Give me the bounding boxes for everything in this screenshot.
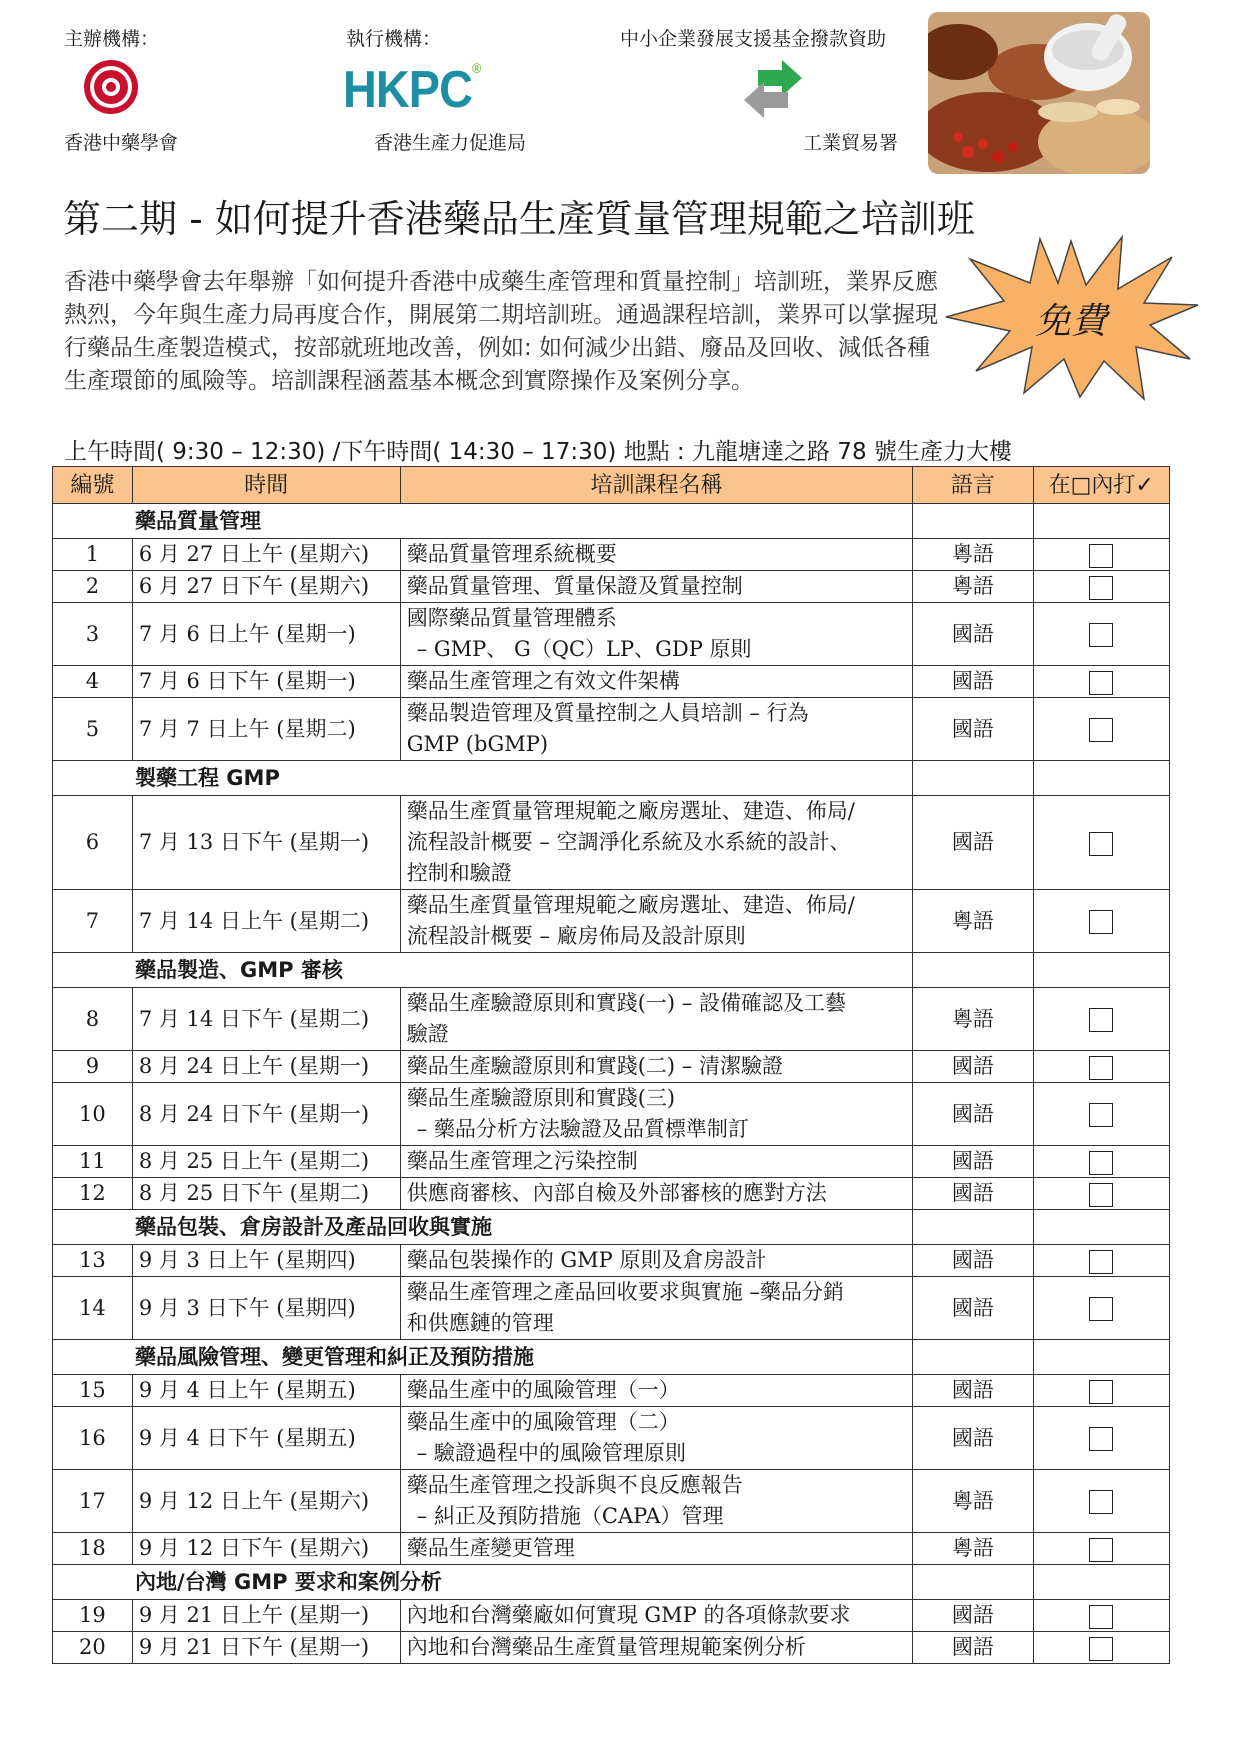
row-tick-cell	[1033, 1245, 1170, 1277]
row-time: 9 月 3 日下午 (星期四)	[132, 1277, 400, 1340]
row-time: 7 月 14 日下午 (星期二)	[132, 988, 400, 1051]
enroll-checkbox[interactable]	[1089, 832, 1113, 856]
course-name-line: GMP (bGMP)	[406, 732, 549, 756]
row-course-name	[400, 1375, 913, 1407]
header-tick: 在□內打✓	[1033, 467, 1170, 504]
row-time: 9 月 4 日上午 (星期五)	[132, 1375, 400, 1407]
row-course-name	[400, 890, 913, 953]
row-language: 國語	[913, 1051, 1033, 1083]
enroll-checkbox[interactable]	[1089, 1183, 1113, 1207]
row-number: 9	[53, 1051, 133, 1083]
enroll-checkbox[interactable]	[1089, 718, 1113, 742]
row-tick-cell	[1033, 890, 1170, 953]
row-time: 9 月 4 日下午 (星期五)	[132, 1407, 400, 1470]
enroll-checkbox[interactable]	[1089, 576, 1113, 600]
enroll-checkbox[interactable]	[1089, 910, 1113, 934]
red-seal-logo	[82, 58, 140, 116]
enroll-checkbox[interactable]	[1089, 1427, 1113, 1451]
row-time: 6 月 27 日下午 (星期六)	[132, 571, 400, 603]
row-language: 國語	[913, 1375, 1033, 1407]
course-name-line: 藥品生產中的風險管理（二）	[406, 1410, 680, 1434]
schedule-info: 上午時間( 9:30 – 12:30) /下午時間( 14:30 – 17:30) 地點 : 九龍塘達之路 78 號生產力大樓	[64, 439, 1012, 465]
row-number: 6	[53, 796, 133, 890]
row-tick-cell	[1033, 539, 1170, 571]
course-name-line: 國際藥品質量管理體系	[406, 606, 617, 630]
section-tick-cell	[1033, 504, 1170, 539]
row-time: 9 月 12 日上午 (星期六)	[132, 1470, 400, 1533]
table-row	[53, 698, 1170, 761]
row-tick-cell	[1033, 698, 1170, 761]
row-course-name	[400, 1533, 913, 1565]
row-time: 7 月 14 日上午 (星期二)	[132, 890, 400, 953]
hkpc-logo: HKPC®	[343, 60, 481, 119]
row-language: 粵語	[913, 890, 1033, 953]
row-number: 4	[53, 666, 133, 698]
row-number: 2	[53, 571, 133, 603]
row-course-name	[400, 666, 913, 698]
row-tick-cell	[1033, 1407, 1170, 1470]
enroll-checkbox[interactable]	[1089, 1637, 1113, 1661]
row-language: 國語	[913, 1600, 1033, 1632]
row-tick-cell	[1033, 1178, 1170, 1210]
table-row	[53, 988, 1170, 1051]
free-badge-text: 免費	[1034, 301, 1107, 342]
course-name-line: – GMP、 G（QC）LP、GDP 原則	[416, 637, 752, 661]
table-row	[53, 1407, 1170, 1470]
table-row	[53, 1051, 1170, 1083]
organizer-name: 香港中藥學會	[64, 132, 179, 154]
table-row	[53, 571, 1170, 603]
table-row	[53, 1146, 1170, 1178]
course-name-line: 藥品生產驗證原則和實踐(一) – 設備確認及工藝	[406, 991, 846, 1015]
row-language: 國語	[913, 796, 1033, 890]
row-time: 9 月 21 日下午 (星期一)	[132, 1632, 400, 1664]
course-name-line: – 糾正及預防措施（CAPA）管理	[416, 1504, 724, 1528]
table-row	[53, 1277, 1170, 1340]
section-tick-cell	[1033, 1210, 1170, 1245]
row-time: 8 月 24 日上午 (星期一)	[132, 1051, 400, 1083]
section-tick-cell	[1033, 953, 1170, 988]
header-language: 語言	[913, 467, 1033, 504]
row-tick-cell	[1033, 1632, 1170, 1664]
row-language: 國語	[913, 1277, 1033, 1340]
header-time: 時間	[132, 467, 400, 504]
section-title: 藥品質量管理	[53, 504, 913, 539]
course-name-line: 藥品生產變更管理	[406, 1536, 575, 1560]
section-row	[53, 1565, 1170, 1600]
executor-label: 執行機構：	[346, 28, 442, 50]
row-course-name	[400, 571, 913, 603]
row-number: 16	[53, 1407, 133, 1470]
row-time: 8 月 25 日上午 (星期二)	[132, 1146, 400, 1178]
course-table	[52, 466, 1170, 1664]
section-lang-cell	[913, 1210, 1033, 1245]
row-tick-cell	[1033, 1375, 1170, 1407]
row-tick-cell	[1033, 796, 1170, 890]
enroll-checkbox[interactable]	[1089, 544, 1113, 568]
row-tick-cell	[1033, 1051, 1170, 1083]
section-tick-cell	[1033, 761, 1170, 796]
row-course-name	[400, 1600, 913, 1632]
row-language: 國語	[913, 603, 1033, 666]
row-tick-cell	[1033, 1600, 1170, 1632]
row-number: 5	[53, 698, 133, 761]
row-tick-cell	[1033, 1470, 1170, 1533]
row-tick-cell	[1033, 571, 1170, 603]
section-row	[53, 761, 1170, 796]
course-name-line: 藥品生產管理之污染控制	[406, 1149, 638, 1173]
row-language: 國語	[913, 698, 1033, 761]
row-number: 8	[53, 988, 133, 1051]
section-row	[53, 1340, 1170, 1375]
row-number: 14	[53, 1277, 133, 1340]
row-time: 7 月 6 日上午 (星期一)	[132, 603, 400, 666]
row-time: 9 月 3 日上午 (星期四)	[132, 1245, 400, 1277]
funding-name: 工業貿易署	[803, 132, 899, 154]
table-row	[53, 1470, 1170, 1533]
enroll-checkbox[interactable]	[1089, 1538, 1113, 1562]
row-course-name	[400, 796, 913, 890]
enroll-checkbox[interactable]	[1089, 1250, 1113, 1274]
table-row	[53, 603, 1170, 666]
organizer-label: 主辦機構：	[64, 28, 160, 50]
course-name-line: 藥品生產管理之有效文件架構	[406, 669, 680, 693]
row-course-name	[400, 698, 913, 761]
table-row	[53, 1083, 1170, 1146]
section-title: 內地/台灣 GMP 要求和案例分析	[53, 1565, 913, 1600]
row-course-name	[400, 1051, 913, 1083]
row-language: 粵語	[913, 1470, 1033, 1533]
row-tick-cell	[1033, 1146, 1170, 1178]
section-lang-cell	[913, 1565, 1033, 1600]
row-time: 6 月 27 日上午 (星期六)	[132, 539, 400, 571]
row-number: 11	[53, 1146, 133, 1178]
enroll-checkbox[interactable]	[1089, 1380, 1113, 1404]
section-title: 藥品製造、GMP 審核	[53, 953, 913, 988]
course-table-body	[53, 504, 1170, 1664]
row-tick-cell	[1033, 1083, 1170, 1146]
row-language: 國語	[913, 1407, 1033, 1470]
course-name-line: 藥品質量管理、質量保證及質量控制	[406, 574, 743, 598]
section-lang-cell	[913, 761, 1033, 796]
row-number: 12	[53, 1178, 133, 1210]
row-language: 國語	[913, 1146, 1033, 1178]
row-number: 15	[53, 1375, 133, 1407]
enroll-checkbox[interactable]	[1089, 1605, 1113, 1629]
enroll-checkbox[interactable]	[1089, 671, 1113, 695]
enroll-checkbox[interactable]	[1089, 1151, 1113, 1175]
page-title: 第二期 - 如何提升香港藥品生產質量管理規範之培訓班	[63, 197, 975, 241]
section-title: 藥品風險管理、變更管理和糾正及預防措施	[53, 1340, 913, 1375]
course-name-line: 控制和驗證	[406, 861, 512, 885]
row-time: 9 月 12 日下午 (星期六)	[132, 1533, 400, 1565]
table-row	[53, 890, 1170, 953]
row-number: 17	[53, 1470, 133, 1533]
row-number: 19	[53, 1600, 133, 1632]
course-name-line: 藥品包裝操作的 GMP 原則及倉房設計	[406, 1248, 767, 1272]
table-header-row	[53, 467, 1170, 504]
row-language: 粵語	[913, 571, 1033, 603]
enroll-checkbox[interactable]	[1089, 1490, 1113, 1514]
course-name-line: 藥品生產管理之投訴與不良反應報告	[406, 1473, 743, 1497]
section-lang-cell	[913, 953, 1033, 988]
course-name-line: 藥品生產管理之產品回收要求與實施 –藥品分銷	[406, 1280, 844, 1304]
row-course-name	[400, 988, 913, 1051]
row-time: 7 月 13 日下午 (星期一)	[132, 796, 400, 890]
section-title: 製藥工程 GMP	[53, 761, 913, 796]
enroll-checkbox[interactable]	[1089, 623, 1113, 647]
enroll-checkbox[interactable]	[1089, 1008, 1113, 1032]
row-number: 7	[53, 890, 133, 953]
row-course-name	[400, 1407, 913, 1470]
table-row	[53, 1245, 1170, 1277]
row-tick-cell	[1033, 988, 1170, 1051]
row-number: 18	[53, 1533, 133, 1565]
intro-paragraph: 香港中藥學會去年舉辦「如何提升香港中成藥生產管理和質量控制」培訓班，業界反應熱烈，今年與生產力局再度合作，開展第二期培訓班。通過課程培訓，業界可以掌握現行藥品生產製造模式，按部就班地改善，例如: 如何減少出錯、廢品及回收、減低各種生產環節的風險等。培訓課程涵蓋基本概念到實際操作及案例分享。	[64, 269, 938, 394]
course-name-line: 藥品生產驗證原則和實踐(二) – 清潔驗證	[406, 1054, 783, 1078]
section-row	[53, 953, 1170, 988]
course-name-line: 驗證	[406, 1022, 449, 1046]
funding-label: 中小企業發展支援基金撥款資助	[620, 28, 887, 50]
enroll-checkbox[interactable]	[1089, 1056, 1113, 1080]
row-course-name	[400, 1245, 913, 1277]
row-course-name	[400, 1083, 913, 1146]
row-course-name	[400, 1277, 913, 1340]
table-row	[53, 1178, 1170, 1210]
row-course-name	[400, 1632, 913, 1664]
row-language: 國語	[913, 1632, 1033, 1664]
table-row	[53, 1375, 1170, 1407]
course-name-line: 藥品生產中的風險管理（一）	[406, 1378, 680, 1402]
section-tick-cell	[1033, 1565, 1170, 1600]
section-tick-cell	[1033, 1340, 1170, 1375]
row-language: 粵語	[913, 539, 1033, 571]
table-row	[53, 796, 1170, 890]
row-tick-cell	[1033, 1277, 1170, 1340]
row-number: 20	[53, 1632, 133, 1664]
executor-name: 香港生產力促進局	[374, 132, 527, 154]
header-number: 編號	[53, 467, 133, 504]
table-row	[53, 539, 1170, 571]
row-course-name	[400, 1470, 913, 1533]
section-lang-cell	[913, 504, 1033, 539]
row-language: 國語	[913, 1178, 1033, 1210]
section-row	[53, 1210, 1170, 1245]
row-tick-cell	[1033, 666, 1170, 698]
table-row	[53, 1600, 1170, 1632]
herbs-mortar-photo	[928, 12, 1150, 174]
row-language: 國語	[913, 666, 1033, 698]
row-number: 3	[53, 603, 133, 666]
row-time: 7 月 7 日上午 (星期二)	[132, 698, 400, 761]
course-name-line: 流程設計概要 – 空調淨化系統及水系統的設計、	[406, 830, 851, 854]
row-language: 國語	[913, 1245, 1033, 1277]
row-tick-cell	[1033, 603, 1170, 666]
green-grey-arrows-icon	[740, 60, 806, 118]
course-name-line: 藥品製造管理及質量控制之人員培訓 – 行為	[406, 701, 809, 725]
course-name-line: 藥品生產質量管理規範之廠房選址、建造、佈局/	[406, 893, 855, 917]
section-lang-cell	[913, 1340, 1033, 1375]
row-tick-cell	[1033, 1533, 1170, 1565]
row-language: 國語	[913, 1083, 1033, 1146]
table-row	[53, 1533, 1170, 1565]
row-number: 1	[53, 539, 133, 571]
course-name-line: – 驗證過程中的風險管理原則	[416, 1441, 686, 1465]
row-number: 13	[53, 1245, 133, 1277]
row-time: 8 月 24 日下午 (星期一)	[132, 1083, 400, 1146]
row-course-name	[400, 1146, 913, 1178]
course-name-line: 內地和台灣藥品生產質量管理規範案例分析	[406, 1635, 806, 1659]
course-name-line: 和供應鏈的管理	[406, 1311, 554, 1335]
row-time: 8 月 25 日下午 (星期二)	[132, 1178, 400, 1210]
row-course-name	[400, 603, 913, 666]
course-name-line: 藥品生產質量管理規範之廠房選址、建造、佈局/	[406, 799, 855, 823]
course-name-line: 供應商審核、內部自檢及外部審核的應對方法	[406, 1181, 827, 1205]
header-course-name: 培訓課程名稱	[400, 467, 913, 504]
row-number: 10	[53, 1083, 133, 1146]
row-language: 粵語	[913, 988, 1033, 1051]
course-name-line: 藥品質量管理系統概要	[406, 542, 617, 566]
enroll-checkbox[interactable]	[1089, 1103, 1113, 1127]
course-name-line: 流程設計概要 – 廠房佈局及設計原則	[406, 924, 746, 948]
hkpc-logo-text: HKPC	[343, 61, 473, 119]
row-time: 9 月 21 日上午 (星期一)	[132, 1600, 400, 1632]
table-row	[53, 666, 1170, 698]
row-time: 7 月 6 日下午 (星期一)	[132, 666, 400, 698]
row-course-name	[400, 1178, 913, 1210]
table-row	[53, 1632, 1170, 1664]
row-language: 粵語	[913, 1533, 1033, 1565]
free-badge	[940, 233, 1202, 403]
section-row	[53, 504, 1170, 539]
course-name-line: – 藥品分析方法驗證及品質標準制訂	[416, 1117, 749, 1141]
row-course-name	[400, 539, 913, 571]
section-title: 藥品包裝、倉房設計及產品回收與實施	[53, 1210, 913, 1245]
course-name-line: 內地和台灣藥廠如何實現 GMP 的各項條款要求	[406, 1603, 851, 1627]
enroll-checkbox[interactable]	[1089, 1297, 1113, 1321]
course-name-line: 藥品生產驗證原則和實踐(三)	[406, 1086, 676, 1110]
